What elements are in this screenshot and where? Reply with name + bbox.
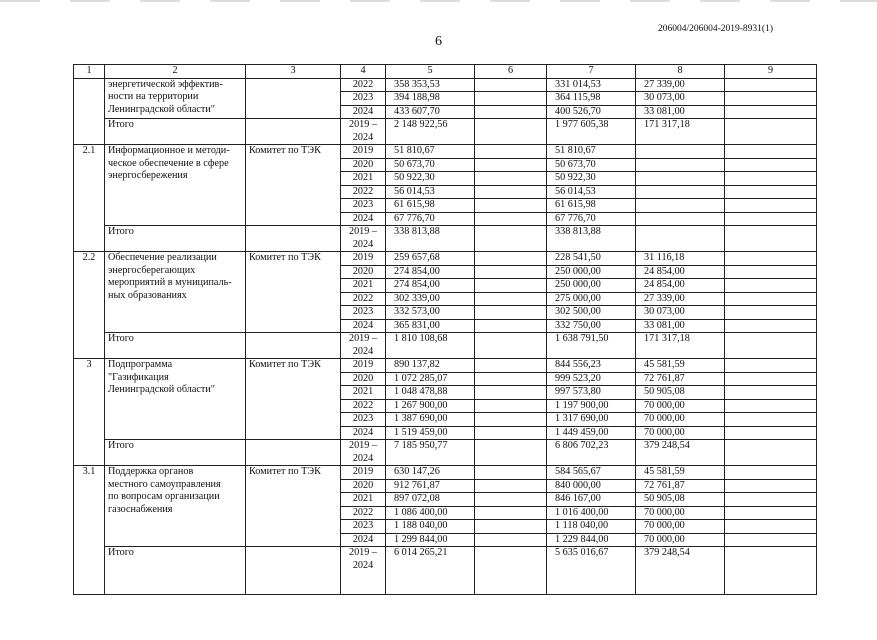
period-end: 2024 [352,131,374,143]
total-local-cell: 171 317,18 [636,333,725,359]
regional-cell: 1 449 459,00 [547,426,636,440]
total-row [74,440,817,466]
total-local-cell: 171 317,18 [636,119,725,145]
other-cell [725,319,817,333]
total-executor-empty [246,440,341,466]
total-cell: 61 615,98 [386,199,475,213]
federal-cell [475,78,547,92]
other-cell [725,386,817,400]
period-start: 2019 – [348,547,377,558]
local-cell: 27 339,00 [636,292,725,306]
local-cell: 50 905,08 [636,493,725,507]
year-cell: 2024 [341,105,386,119]
year-cell: 2023 [341,92,386,106]
regional-cell: 275 000,00 [547,292,636,306]
federal-cell [475,319,547,333]
other-cell [725,212,817,226]
total-cell: 912 761,87 [386,479,475,493]
regional-cell: 840 000,00 [547,479,636,493]
total-cell: 332 573,00 [386,306,475,320]
federal-cell [475,466,547,480]
year-cell: 2022 [341,292,386,306]
other-cell [725,493,817,507]
total-sum-cell: 7 185 950,77 [386,440,475,466]
year-cell: 2021 [341,172,386,186]
total-regional-cell: 5 635 016,67 [547,547,636,595]
year-cell: 2021 [341,493,386,507]
total-period [341,119,386,145]
federal-cell [475,185,547,199]
table-row [74,252,817,266]
total-regional-cell: 1 638 791,50 [547,333,636,359]
federal-cell [475,506,547,520]
total-cell: 50 922,30 [386,172,475,186]
other-cell [725,506,817,520]
total-cell: 1 072 285,07 [386,372,475,386]
year-cell: 2024 [341,533,386,547]
regional-cell: 400 526,70 [547,105,636,119]
scan-edge [0,0,877,2]
federal-cell [475,399,547,413]
item-executor [246,78,341,119]
table-body [74,65,817,595]
regional-cell: 844 556,23 [547,359,636,373]
federal-cell [475,145,547,159]
total-label: Итого [105,226,246,252]
federal-cell [475,520,547,534]
regional-cell: 50 922,30 [547,172,636,186]
local-cell: 27 339,00 [636,78,725,92]
regional-cell: 364 115,98 [547,92,636,106]
other-cell [725,279,817,293]
total-executor-empty [246,226,341,252]
other-cell [725,145,817,159]
federal-cell [475,413,547,427]
local-cell: 70 000,00 [636,533,725,547]
item-name: Обеспечение реализации энергосберегающих мероприятий в муниципаль- ных образованиях [105,252,246,333]
federal-cell [475,386,547,400]
total-other-cell [725,226,817,252]
other-cell [725,92,817,106]
table-row [74,359,817,373]
header-cell: 2 [105,65,246,79]
total-cell: 1 188 040,00 [386,520,475,534]
regional-cell: 999 523,20 [547,372,636,386]
item-executor: Комитет по ТЭК [246,466,341,547]
total-cell: 433 607,70 [386,105,475,119]
total-label: Итого [105,119,246,145]
total-local-cell: 379 248,54 [636,440,725,466]
federal-cell [475,306,547,320]
total-other-cell [725,547,817,595]
total-cell: 302 339,00 [386,292,475,306]
total-local-cell: 379 248,54 [636,547,725,595]
total-period [341,547,386,595]
total-local-cell [636,226,725,252]
other-cell [725,199,817,213]
regional-cell: 67 776,70 [547,212,636,226]
total-label: Итого [105,547,246,595]
total-cell: 274 854,00 [386,279,475,293]
local-cell: 70 000,00 [636,399,725,413]
total-period [341,333,386,359]
federal-cell [475,292,547,306]
local-cell [636,212,725,226]
other-cell [725,306,817,320]
total-federal-cell [475,440,547,466]
item-number [74,78,105,145]
total-cell: 50 673,70 [386,158,475,172]
item-name: Поддержка органов местного самоуправления по вопросам организации газоснабжения [105,466,246,547]
other-cell [725,265,817,279]
local-cell [636,158,725,172]
total-sum-cell: 1 810 108,68 [386,333,475,359]
total-cell: 890 137,82 [386,359,475,373]
item-name: Информационное и методи- ческое обеспечение в сфере энергосбережения [105,145,246,226]
federal-cell [475,479,547,493]
total-cell: 56 014,53 [386,185,475,199]
item-number: 2.1 [74,145,105,252]
total-period [341,440,386,466]
period-start: 2019 – [348,226,377,237]
local-cell: 72 761,87 [636,372,725,386]
year-cell: 2021 [341,279,386,293]
other-cell [725,252,817,266]
year-cell: 2019 [341,359,386,373]
total-regional-cell: 1 977 605,38 [547,119,636,145]
header-cell: 8 [636,65,725,79]
table-row [74,145,817,159]
year-cell: 2019 [341,252,386,266]
regional-cell: 846 167,00 [547,493,636,507]
local-cell: 70 000,00 [636,426,725,440]
total-cell: 358 353,53 [386,78,475,92]
federal-cell [475,426,547,440]
total-cell: 259 657,68 [386,252,475,266]
other-cell [725,78,817,92]
regional-cell: 1 118 040,00 [547,520,636,534]
federal-cell [475,212,547,226]
total-row [74,547,817,595]
total-cell: 1 299 844,00 [386,533,475,547]
total-other-cell [725,119,817,145]
year-cell: 2022 [341,78,386,92]
year-cell: 2021 [341,386,386,400]
federal-cell [475,279,547,293]
total-other-cell [725,333,817,359]
table-row [74,466,817,480]
federal-cell [475,252,547,266]
regional-cell: 997 573,80 [547,386,636,400]
year-cell: 2024 [341,212,386,226]
total-cell: 1 519 459,00 [386,426,475,440]
total-federal-cell [475,333,547,359]
period-end: 2024 [352,559,374,571]
regional-cell: 228 541,50 [547,252,636,266]
header-cell: 6 [475,65,547,79]
year-cell: 2024 [341,319,386,333]
other-cell [725,172,817,186]
total-executor-empty [246,333,341,359]
item-executor: Комитет по ТЭК [246,252,341,333]
total-executor-empty [246,119,341,145]
year-cell: 2023 [341,306,386,320]
regional-cell: 332 750,00 [547,319,636,333]
regional-cell: 61 615,98 [547,199,636,213]
item-name: Подпрограмма "Газификация Ленинградской области" [105,359,246,440]
other-cell [725,359,817,373]
local-cell: 72 761,87 [636,479,725,493]
total-executor-empty [246,547,341,595]
item-number: 3 [74,359,105,466]
year-cell: 2023 [341,413,386,427]
period-end: 2024 [352,452,374,464]
other-cell [725,413,817,427]
header-cell: 3 [246,65,341,79]
regional-cell: 50 673,70 [547,158,636,172]
total-label: Итого [105,333,246,359]
period-end: 2024 [352,345,374,357]
year-cell: 2020 [341,372,386,386]
local-cell [636,199,725,213]
year-cell: 2023 [341,520,386,534]
table-row [74,78,817,92]
budget-table [73,64,817,595]
regional-cell: 1 317 690,00 [547,413,636,427]
year-cell: 2023 [341,199,386,213]
period-start: 2019 – [348,333,377,344]
total-cell: 897 072,08 [386,493,475,507]
regional-cell: 1 016 400,00 [547,506,636,520]
item-executor: Комитет по ТЭК [246,359,341,440]
period-start: 2019 – [348,119,377,130]
year-cell: 2022 [341,185,386,199]
local-cell: 70 000,00 [636,413,725,427]
regional-cell: 1 197 900,00 [547,399,636,413]
item-number: 3.1 [74,466,105,595]
total-sum-cell: 2 148 922,56 [386,119,475,145]
federal-cell [475,533,547,547]
total-cell: 630 147,26 [386,466,475,480]
local-cell: 31 116,18 [636,252,725,266]
federal-cell [475,199,547,213]
local-cell: 70 000,00 [636,506,725,520]
other-cell [725,426,817,440]
period-start: 2019 – [348,440,377,451]
other-cell [725,292,817,306]
other-cell [725,520,817,534]
local-cell: 50 905,08 [636,386,725,400]
other-cell [725,158,817,172]
regional-cell: 331 014,53 [547,78,636,92]
header-cell: 5 [386,65,475,79]
total-cell: 1 048 478,88 [386,386,475,400]
local-cell: 24 854,00 [636,265,725,279]
local-cell: 45 581,59 [636,359,725,373]
federal-cell [475,265,547,279]
total-sum-cell: 338 813,88 [386,226,475,252]
total-cell: 1 387 690,00 [386,413,475,427]
total-cell: 274 854,00 [386,265,475,279]
total-regional-cell: 6 806 702,23 [547,440,636,466]
total-label: Итого [105,440,246,466]
regional-cell: 250 000,00 [547,279,636,293]
total-federal-cell [475,547,547,595]
year-cell: 2022 [341,399,386,413]
total-period [341,226,386,252]
local-cell: 33 081,00 [636,319,725,333]
regional-cell: 1 229 844,00 [547,533,636,547]
other-cell [725,185,817,199]
total-federal-cell [475,119,547,145]
total-federal-cell [475,226,547,252]
total-other-cell [725,440,817,466]
local-cell [636,185,725,199]
period-end: 2024 [352,238,374,250]
year-cell: 2024 [341,426,386,440]
item-executor: Комитет по ТЭК [246,145,341,226]
regional-cell: 56 014,53 [547,185,636,199]
total-sum-cell: 6 014 265,21 [386,547,475,595]
federal-cell [475,158,547,172]
other-cell [725,105,817,119]
local-cell: 30 073,00 [636,306,725,320]
total-row [74,333,817,359]
total-row [74,119,817,145]
regional-cell: 302 500,00 [547,306,636,320]
total-cell: 365 831,00 [386,319,475,333]
total-cell: 1 267 900,00 [386,399,475,413]
header-cell: 4 [341,65,386,79]
federal-cell [475,172,547,186]
local-cell: 30 073,00 [636,92,725,106]
page-number: 6 [435,34,442,49]
regional-cell: 51 810,67 [547,145,636,159]
other-cell [725,533,817,547]
local-cell [636,172,725,186]
document-id: 206004/206004-2019-8931(1) [657,24,773,34]
total-row [74,226,817,252]
item-number: 2.2 [74,252,105,359]
year-cell: 2022 [341,506,386,520]
header-cell: 7 [547,65,636,79]
total-cell: 67 776,70 [386,212,475,226]
total-cell: 1 086 400,00 [386,506,475,520]
federal-cell [475,105,547,119]
other-cell [725,479,817,493]
regional-cell: 250 000,00 [547,265,636,279]
year-cell: 2019 [341,466,386,480]
local-cell: 45 581,59 [636,466,725,480]
federal-cell [475,92,547,106]
federal-cell [475,493,547,507]
local-cell: 33 081,00 [636,105,725,119]
local-cell [636,145,725,159]
header-cell: 1 [74,65,105,79]
federal-cell [475,359,547,373]
total-cell: 51 810,67 [386,145,475,159]
item-name: энергетической эффектив- ности на территории Ленинградской области" [105,78,246,119]
other-cell [725,466,817,480]
year-cell: 2020 [341,158,386,172]
federal-cell [475,372,547,386]
regional-cell: 584 565,67 [547,466,636,480]
year-cell: 2020 [341,479,386,493]
year-cell: 2020 [341,265,386,279]
header-row [74,65,817,79]
local-cell: 24 854,00 [636,279,725,293]
total-cell: 394 188,98 [386,92,475,106]
year-cell: 2019 [341,145,386,159]
other-cell [725,372,817,386]
local-cell: 70 000,00 [636,520,725,534]
total-regional-cell: 338 813,88 [547,226,636,252]
other-cell [725,399,817,413]
header-cell: 9 [725,65,817,79]
